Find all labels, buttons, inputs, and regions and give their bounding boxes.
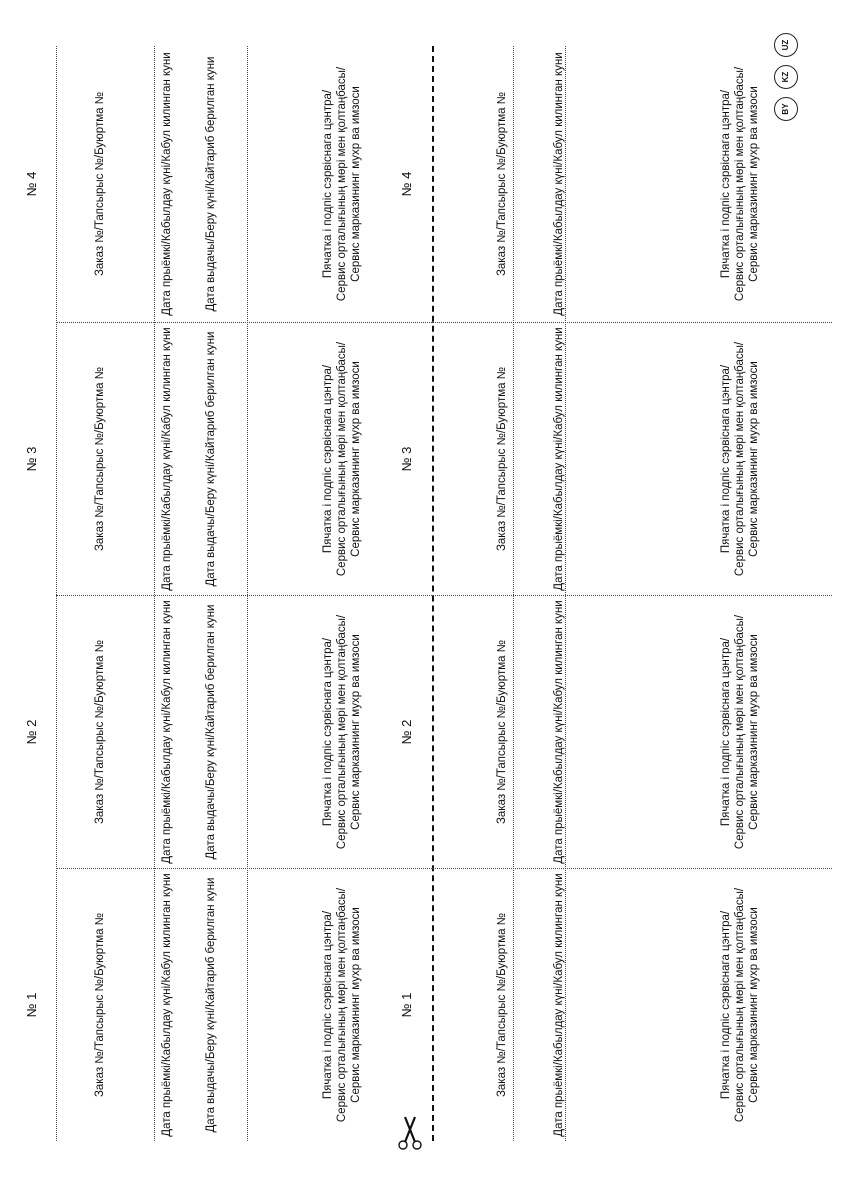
issue-date-label: Дата выдачы/Беру күні/Кайтариб берилган куни [205,604,217,860]
received-date-label-stub: Дата прыёмкі/Кабылдау күні/Кабул килинган куни [553,873,565,1137]
signature-line-2-stub: Сервис орталығының мөрі мен қолтаңбасы/ [734,66,746,302]
received-date-label-stub: Дата прыёмкі/Кабылдау күні/Кабул килинган куни [553,600,565,864]
signature-line-1: Пячатка і подпіс сэрвіснага цэнтра/ [322,910,334,1100]
signature-line-1-stub: Пячатка і подпіс сэрвіснага цэнтра/ [720,89,732,279]
signature-line-3: Сервис марказининг мухр ва имзоси [350,361,362,557]
order-number-label-stub: Заказ №/Тапсырыс №/Буюртма № [496,639,508,825]
order-number-label: Заказ №/Тапсырыс №/Буюртма № [94,912,106,1098]
signature-line-1-stub: Пячатка і подпіс сэрвіснага цэнтра/ [720,364,732,554]
received-date-label-stub: Дата прыёмкі/Кабылдау күні/Кабул килинган куни [553,52,565,316]
language-badges [774,1,804,121]
cut-line [432,46,434,1141]
rule-received-top [247,46,248,1141]
lang-badge-uz: UZ [774,33,798,57]
coupon-number: № 4 [24,171,39,197]
issue-date-label: Дата выдачы/Беру күні/Кайтариб берилган куни [205,331,217,587]
signature-line-3: Сервис марказининг мухр ва имзоси [350,86,362,282]
received-date-label: Дата прыёмкі/Кабылдау күні/Кабул килинган куни [161,600,173,864]
order-number-label: Заказ №/Тапсырыс №/Буюртма № [94,366,106,552]
signature-line-3-stub: Сервис марказининг мухр ва имзоси [748,634,760,830]
order-number-label: Заказ №/Тапсырыс №/Буюртма № [94,639,106,825]
received-date-label: Дата прыёмкі/Кабылдау күні/Кабул килинган куни [161,52,173,316]
signature-line-3-stub: Сервис марказининг мухр ва имзоси [748,907,760,1103]
coupon-number-stub: № 3 [399,446,414,472]
signature-line-3: Сервис марказининг мухр ва имзоси [350,907,362,1103]
order-number-label-stub: Заказ №/Тапсырыс №/Буюртма № [496,91,508,277]
signature-line-2-stub: Сервис орталығының мөрі мен қолтаңбасы/ [734,341,746,577]
issue-date-label: Дата выдачы/Беру күні/Кайтариб берилган куни [205,877,217,1133]
rule-top [56,46,57,1141]
separator-2-3-top [56,595,436,596]
coupon-number: № 3 [24,446,39,472]
signature-line-1: Пячатка і подпіс сэрвіснага цэнтра/ [322,364,334,554]
signature-line-3: Сервис марказининг мухр ва имзоси [350,634,362,830]
signature-line-2: Сервис орталығының мөрі мен қолтаңбасы/ [336,887,348,1123]
signature-line-3-stub: Сервис марказининг мухр ва имзоси [748,86,760,282]
separator-2-3-bottom [432,595,832,596]
separator-3-4-bottom [432,322,832,323]
coupon-number-stub: № 2 [399,719,414,745]
signature-line-1: Пячатка і подпіс сэрвіснага цэнтра/ [322,89,334,279]
lang-badge-kz: KZ [774,65,798,89]
signature-line-2: Сервис орталығының мөрі мен қолтаңбасы/ [336,66,348,302]
received-date-label: Дата прыёмкі/Кабылдау күні/Кабул килинган куни [161,873,173,1137]
separator-3-4-top [56,322,436,323]
rule-issue-date [154,46,155,1141]
signature-line-3-stub: Сервис марказининг мухр ва имзоси [748,361,760,557]
coupon-number-stub: № 1 [399,992,414,1018]
signature-line-1: Пячатка і подпіс сэрвіснага цэнтра/ [322,637,334,827]
order-number-label-stub: Заказ №/Тапсырыс №/Буюртма № [496,912,508,1098]
lang-badge-by: BY [774,97,798,121]
signature-line-2-stub: Сервис орталығының мөрі мен қолтаңбасы/ [734,887,746,1123]
issue-date-label: Дата выдачы/Беру күні/Кайтариб берилган куни [205,56,217,312]
separator-1-2-bottom [432,868,832,869]
rule-order-bottom [513,46,514,1141]
received-date-label-stub: Дата прыёмкі/Кабылдау күні/Кабул килинган куни [553,327,565,591]
signature-line-1-stub: Пячатка і подпіс сэрвіснага цэнтра/ [720,637,732,827]
received-date-label: Дата прыёмкі/Кабылдау күні/Кабул килинган куни [161,327,173,591]
order-number-label-stub: Заказ №/Тапсырыс №/Буюртма № [496,366,508,552]
coupon-number: № 2 [24,719,39,745]
scissors-icon [395,1115,425,1151]
signature-line-1-stub: Пячатка і подпіс сэрвіснага цэнтра/ [720,910,732,1100]
signature-line-2: Сервис орталығының мөрі мен қолтаңбасы/ [336,341,348,577]
signature-line-2: Сервис орталығының мөрі мен қолтаңбасы/ [336,614,348,850]
coupon-number-stub: № 4 [399,171,414,197]
signature-line-2-stub: Сервис орталығының мөрі мен қолтаңбасы/ [734,614,746,850]
order-number-label: Заказ №/Тапсырыс №/Буюртма № [94,91,106,277]
coupon-number: № 1 [24,992,39,1018]
separator-1-2-top [56,868,436,869]
